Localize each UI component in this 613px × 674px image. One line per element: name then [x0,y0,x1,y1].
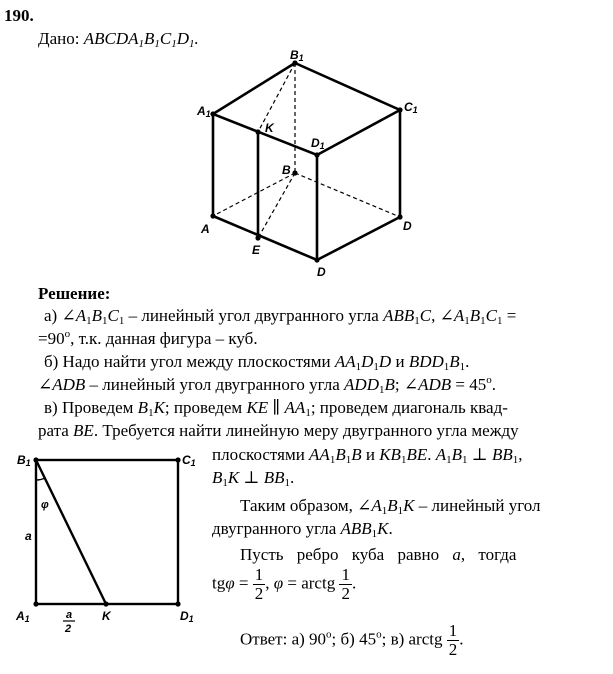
label-d1: D1 [311,136,325,151]
point-d1 [314,152,319,157]
line-a-2: $=90^o$, т.к. данная фигура – куб. [38,328,258,348]
point-b [292,170,297,175]
line-c-6: двугранного угла $ABB_1K$. [212,519,393,540]
point-k [103,601,108,606]
point-d [397,214,402,219]
label-b1: B1 [17,453,31,468]
segment-b1k [36,460,106,604]
label-k: K [265,121,274,135]
label-d: D [403,219,412,233]
solution-title: Решение: [38,284,111,303]
label-c1: C1 [182,453,196,468]
point-c1 [397,107,402,112]
line-tg: tgφ = $\frac{1}{2}$ , φ = arctg $\frac{1}{2}$ . [212,565,357,603]
label-a1: A1 [197,104,211,119]
label-b: B [282,163,291,177]
angle-arc [36,478,45,480]
label-half-num: a [66,609,73,621]
point-c1 [175,457,180,462]
line-c-1: в) Проведем $B_1K$; проведем KE ∥ $AA_1$; проведем диагональ квад- [44,398,508,419]
edge-bd-hidden [295,173,400,217]
bottom-edges [213,216,400,260]
label-k: K [102,609,111,623]
label-c1: C1 [404,100,418,115]
line-b-1: б) Надо найти угол между плоскостями $AA_1D_1D$ и $BDD_1B_1$. [44,352,470,373]
label-b1: B1 [290,50,304,63]
given-value: $ABCDA_1B_1C_1D_1$. [83,29,199,50]
label-phi: φ [41,499,49,511]
square-diagram [4,444,209,634]
point-b1 [33,457,38,462]
problem-number: 190. [4,6,34,25]
cube-diagram [195,50,425,280]
line-c-5: Таким образом, $\angle A_1B_1K$ – линейный угол [240,496,541,517]
square-face [36,460,178,604]
segment-be-hidden [258,173,295,238]
point-d1 [175,601,180,606]
point-a1 [33,601,38,606]
point-a [210,213,215,218]
label-d-bottom: D [317,265,326,279]
answer-line: Ответ: а) 90$^o$; б) 45$^o$; в) arctg $\frac{1}{2}$ . [240,621,464,659]
given-label: Дано: [38,29,80,48]
line-c-4: $B_1K$ ⊥ $BB_1$. [212,468,295,489]
point-e [255,235,260,240]
line-b-2: ∠ADB – линейный угол двугранного угла $ADD_1B$; ∠ADB = $45^o$. [38,374,496,396]
line-c-7: Пусть ребро куба равно a, тогда [240,545,517,564]
point-k [255,129,260,134]
label-a1: A1 [16,609,30,624]
line-a-1: а) $\angle A_1B_1C_1$ – линейный угол двугранного угла $ABB_1C$, $\angle A_1B_1C_1$ = [44,306,517,327]
line-c-2: рата BE. Требуется найти линейную меру двугранного угла между [38,421,519,440]
label-a: A [201,222,210,236]
given-line [38,29,199,49]
label-e: E [252,243,261,257]
point-a1 [210,111,215,116]
label-d1: D1 [180,609,194,624]
label-half-den: 2 [65,623,72,634]
line-c-3: плоскостями $AA_1B_1B$ и $KB_1BE$. $A_1B_1$ ⊥ $BB_1$, [212,445,523,466]
label-a-side: a [25,529,32,543]
top-face [213,63,400,155]
point-d-bottom [314,257,319,262]
